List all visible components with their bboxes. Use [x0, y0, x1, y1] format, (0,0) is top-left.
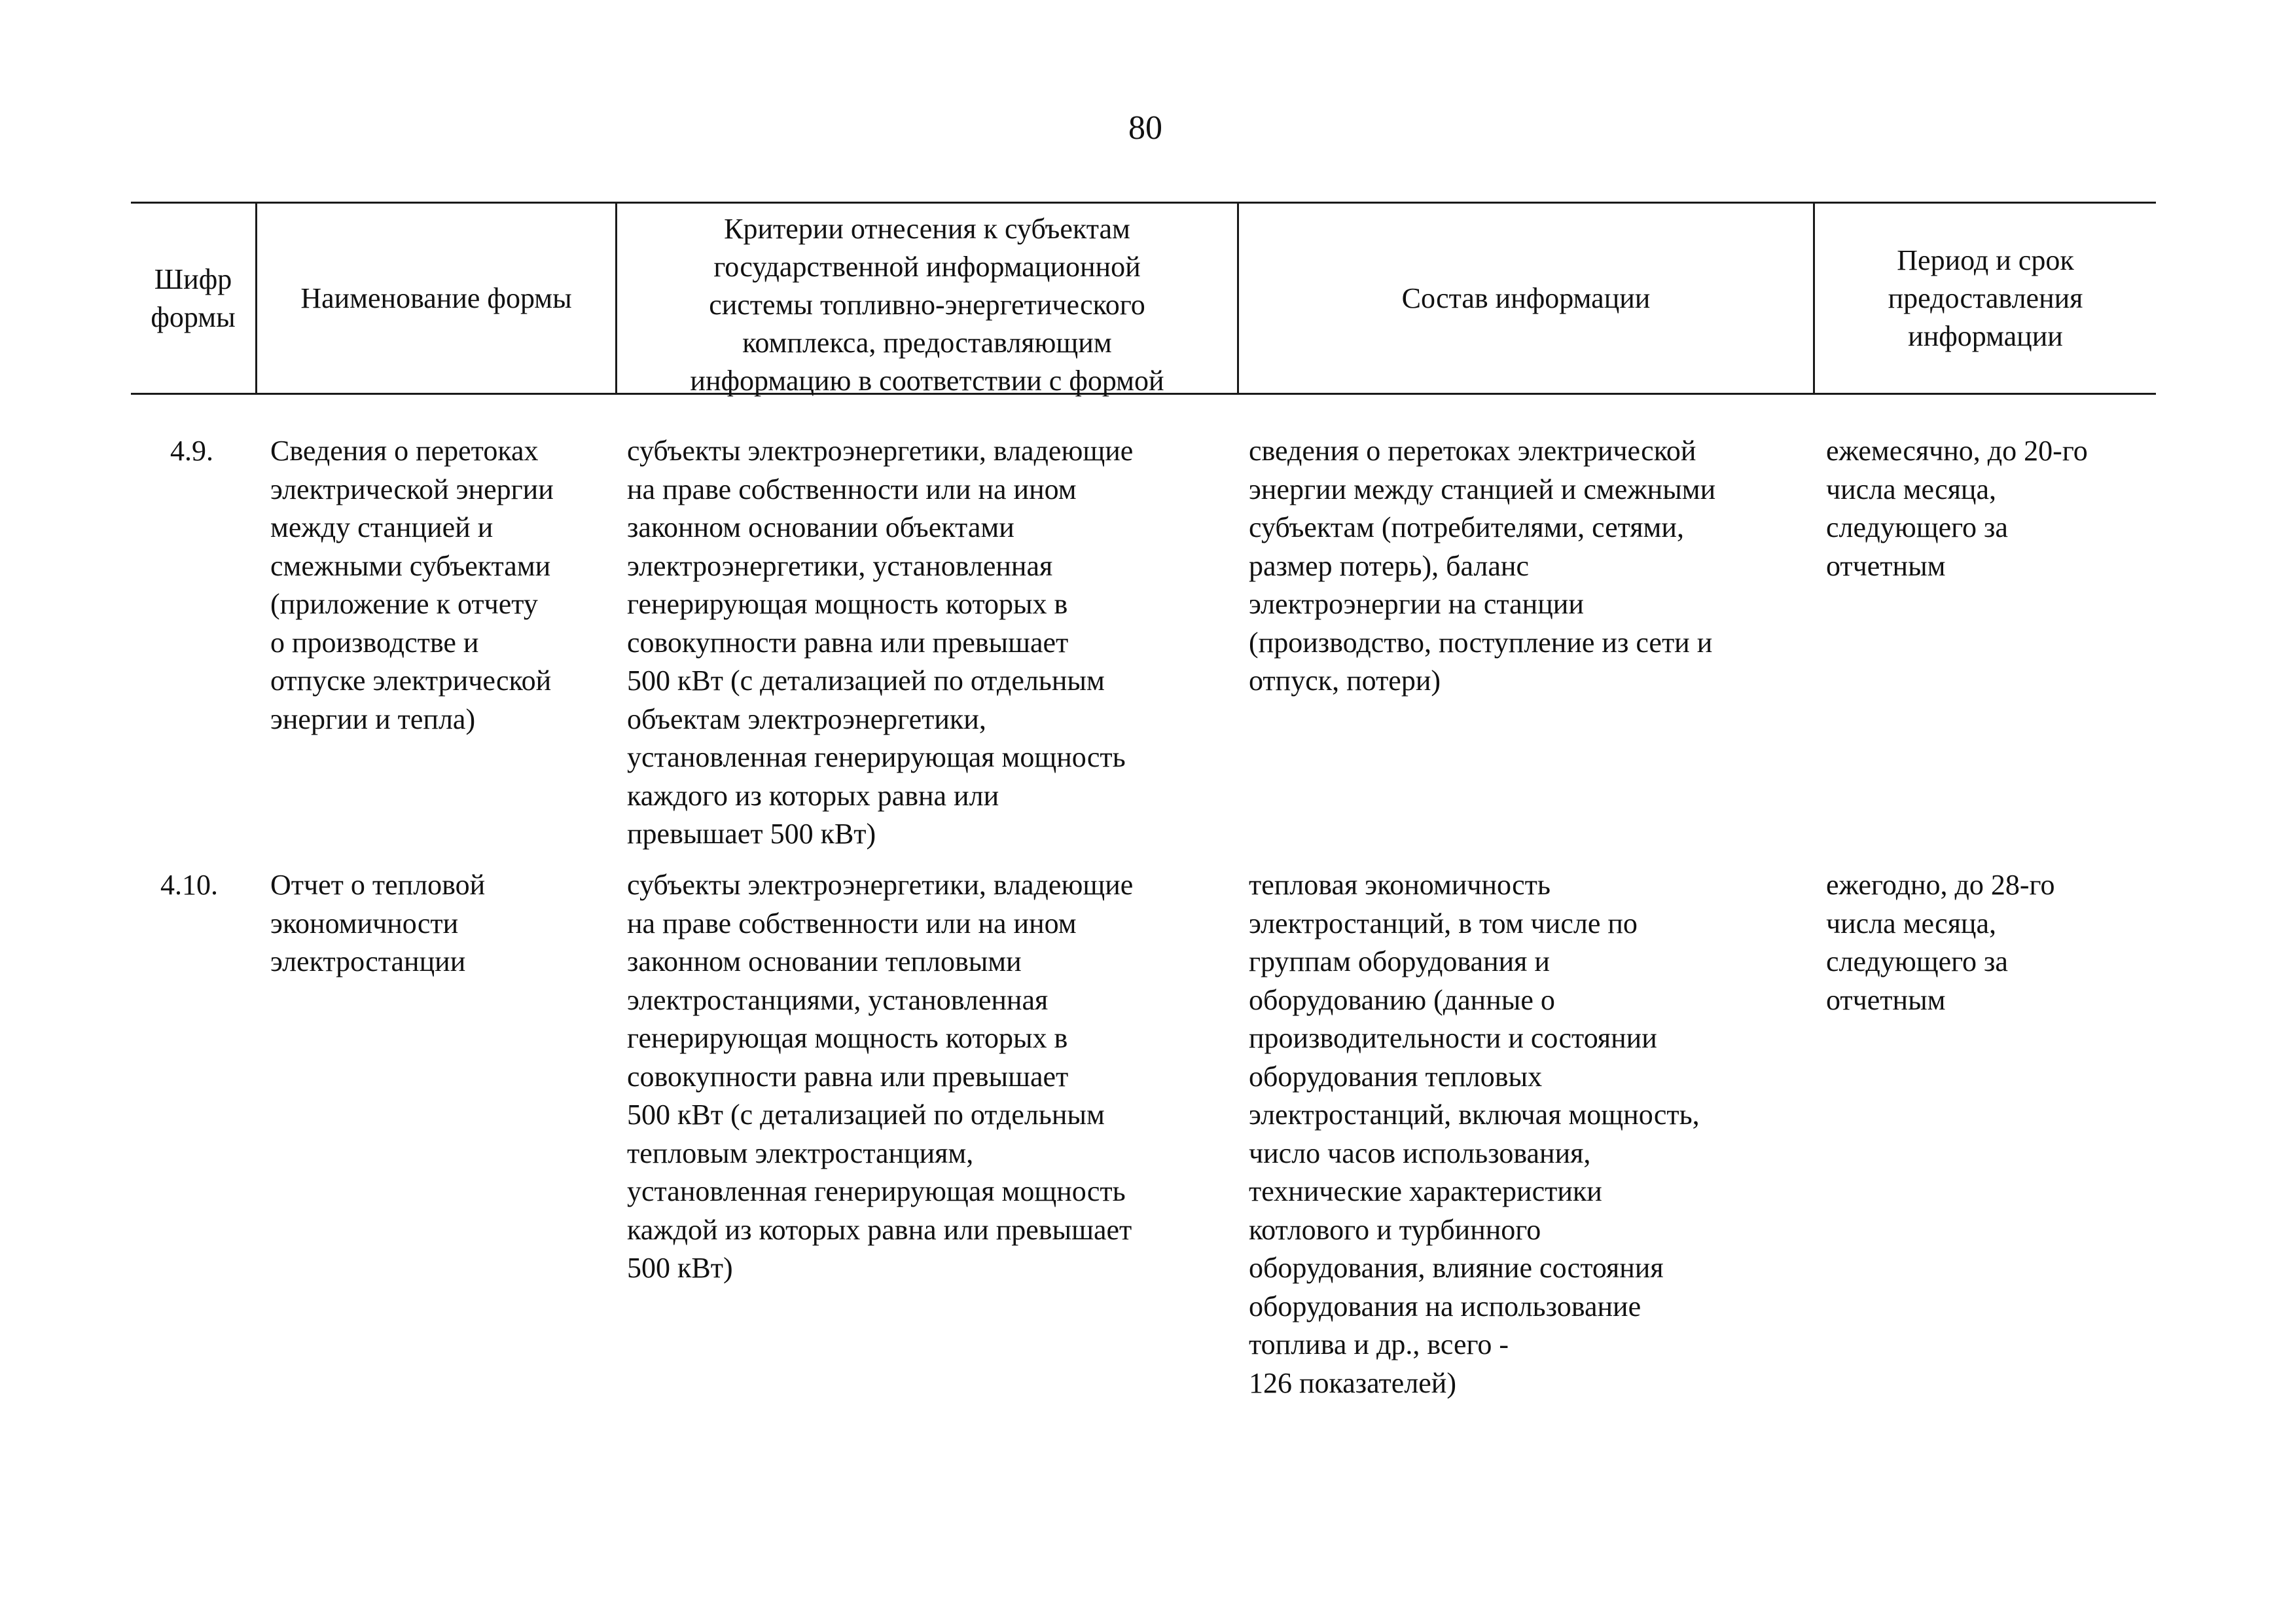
header-criteria: [617, 204, 1237, 397]
row-code: 4.9.: [170, 435, 213, 467]
header-period: [1815, 204, 2156, 393]
header-name-text: Наименование формы: [300, 282, 572, 314]
row-code: 4.10.: [160, 869, 218, 901]
row-period: ежемесячно, до 20-го числа месяца, следующего за отчетным: [1826, 435, 2088, 582]
row-criteria: субъекты электроэнергетики, владеющие на праве собственности или на ином законном основании объектами электроэнергетики, установленная генерирующая мощность которых в совокупности равна или превышает 500 кВт (с детализацией по отдельным объектам электроэнергетики, установленная генерирующая мощность каждого из которых равна или превышает 500 кВт): [627, 435, 1134, 850]
header-content-text: Состав информации: [1401, 282, 1651, 314]
row-content: сведения о перетоках электрической энергии между станцией и смежными субъектам (потребителями, сетями, размер потерь), баланс электроэнергии на станции (производство, поступление из сети и отпуск, потери): [1249, 435, 1716, 697]
header-code-text: Шифр формы: [151, 263, 236, 333]
header-period-text: Период и срок предоставления информации: [1888, 244, 2083, 352]
header-name: [257, 204, 615, 393]
header-code: [131, 204, 255, 393]
header-content: [1239, 204, 1813, 393]
header-criteria-text: Критерии отнесения к субъектам государственной информационной системы топливно-энергетического комплекса, предоставляющим информацию в соответствии с формой: [690, 213, 1164, 397]
row-criteria: субъекты электроэнергетики, владеющие на праве собственности или на ином законном основании тепловыми электростанциями, установленная генерирующая мощность которых в совокупности равна или превышает 500 кВт (с детализацией по отдельным тепловым электростанциям, установленная генерирующая мощность каждой из которых равна или превышает 500 кВт): [627, 869, 1134, 1284]
row-period: ежегодно, до 28-го числа месяца, следующего за отчетным: [1826, 869, 2055, 1016]
page-number: 80: [1128, 109, 1162, 147]
row-form-name: Отчет о тепловой экономичности электростанции: [270, 869, 486, 977]
row-content: тепловая экономичность электростанций, в том числе по группам оборудования и оборудованию (данные о производительности и состоянии оборудования тепловых электростанций, включая мощность, число часов использования, технические характеристики котлового и турбинного оборудования, влияние состояния оборудования на использование топлива и др., всего - 126 показателей): [1249, 869, 1700, 1399]
row-form-name: Сведения о перетоках электрической энергии между станцией и смежными субъектами (приложение к отчету о производстве и отпуске электрической энергии и тепла): [270, 435, 554, 735]
